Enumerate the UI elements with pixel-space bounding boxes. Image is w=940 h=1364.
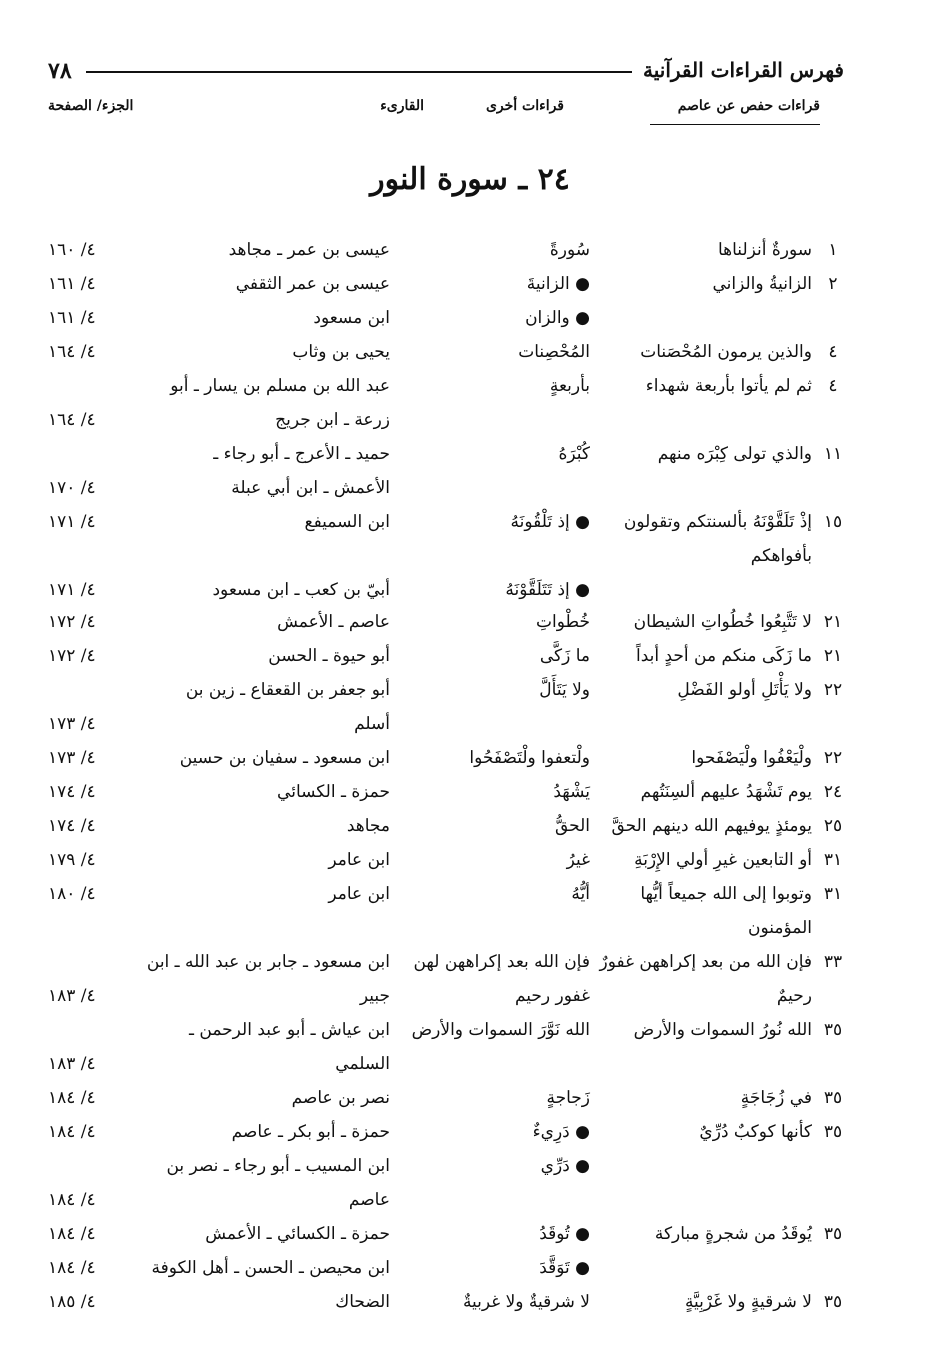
other-reading: أيُّهُ xyxy=(571,884,590,904)
other-reading: الحقُّ xyxy=(554,816,590,836)
other-reading: غفور رحيم xyxy=(514,986,590,1006)
other-reading: ولْتعفوا ولْتَصْفَحُوا xyxy=(469,748,590,768)
column-headers xyxy=(48,98,844,126)
other-reading: ● إذ تَتَلَقَّوْنَهُ xyxy=(505,580,590,600)
verse-number: ١ xyxy=(828,240,838,260)
reader-name: أبو حيوة ـ الحسن xyxy=(268,646,390,666)
hafs-reading: والذي تولى كِبْرَه منهم xyxy=(657,444,812,464)
hafs-reading: الله نُورُ السموات والأرض xyxy=(633,1020,812,1040)
verse-number: ٢٢ xyxy=(823,748,843,768)
reader-name: زرعة ـ ابن جريج xyxy=(275,410,390,430)
reader-name: مجاهد xyxy=(346,816,390,836)
reader-name: حميد ـ الأعرج ـ أبو رجاء ـ xyxy=(213,444,390,464)
other-reading: ● إذ تَلْقُونَهُ xyxy=(510,512,590,532)
running-head xyxy=(48,58,844,88)
hafs-reading: فإن الله من بعد إكراههن غفورٌ xyxy=(599,952,812,972)
surah-title: ٢٤ ـ سورة النور xyxy=(370,162,570,197)
header-rule xyxy=(86,71,632,73)
other-reading: لا شرقيةٌ ولا غربيةٌ xyxy=(462,1292,590,1312)
verse-number: ٤ xyxy=(828,376,838,396)
hafs-reading: ولا يَأْتَلِ أولو الفَضْلِ xyxy=(677,680,812,700)
verse-number: ٢١ xyxy=(823,646,843,666)
reader-name: أبو جعفر بن القعقاع ـ زين بن xyxy=(185,680,390,700)
verse-number: ٤ xyxy=(828,342,838,362)
reader-name: ابن المسيب ـ أبو رجاء ـ نصر بن xyxy=(166,1156,390,1176)
hafs-reading: يوم تَشْهَدُ عليهم ألسِنَتُهم xyxy=(640,782,812,802)
other-reading: خُطْواتِ xyxy=(536,612,590,632)
other-reading: ● دَرِّي xyxy=(540,1156,590,1176)
part-page-ref: ٤/ ١٧٢ xyxy=(48,646,96,666)
part-page-ref: ٤/ ١٨٣ xyxy=(48,1054,96,1074)
reader-name: حمزة ـ الكسائي ـ الأعمش xyxy=(205,1224,390,1244)
other-reading: غيرُ xyxy=(566,850,590,870)
verse-number: ٣٥ xyxy=(823,1020,843,1040)
reader-name: نصر بن عاصم xyxy=(291,1088,390,1108)
hafs-reading: الزانيةُ والزاني xyxy=(712,274,812,294)
other-reading: ما زَكَّى xyxy=(539,646,590,666)
other-reading: ● تُوقَدُ xyxy=(539,1224,590,1244)
other-reading: ● والزان xyxy=(525,308,590,328)
verse-number: ٣١ xyxy=(823,884,843,904)
hafs-reading: رحيمٌ xyxy=(776,986,812,1006)
hafs-reading: إذْ تَلَقَّوْنَهُ بألسنتكم وتقولون xyxy=(623,512,812,532)
verse-number: ١٥ xyxy=(823,512,843,532)
other-reading: فإن الله بعد إكراههن لهن xyxy=(413,952,590,972)
verse-number: ٢٢ xyxy=(823,680,843,700)
part-page-ref: ٤/ ١٨٥ xyxy=(48,1292,96,1312)
verse-number: ٣١ xyxy=(823,850,843,870)
other-reading: ولا يَتَأَلَّ xyxy=(539,680,590,700)
part-page-ref: ٤/ ١٦٤ xyxy=(48,410,96,430)
hafs-reading: بأفواهكم xyxy=(750,546,812,566)
hafs-reading: ولْيَعْفُوا ولْيَصْفَحوا xyxy=(691,748,812,768)
verse-number: ٢٥ xyxy=(823,816,843,836)
other-reading: يَشْهَدُ xyxy=(553,782,590,802)
hafs-reading: أو التابعين غيرِ أولي الإِرْبَةِ xyxy=(634,850,812,870)
column-header-other: قراءات أخرى xyxy=(485,98,564,114)
part-page-ref: ٤/ ١٧٤ xyxy=(48,816,96,836)
reader-name: عيسى بن عمر ـ مجاهد xyxy=(228,240,390,260)
part-page-ref: ٤/ ١٦١ xyxy=(48,274,96,294)
part-page-ref: ٤/ ١٨٤ xyxy=(48,1258,96,1278)
hafs-reading: لا شرقيةٍ ولا غَرْبِيَّةٍ xyxy=(684,1292,812,1312)
other-reading: ● الزانيةَ xyxy=(526,274,590,294)
part-page-ref: ٤/ ١٧٩ xyxy=(48,850,96,870)
reader-name: أبيّ بن كعب ـ ابن مسعود xyxy=(212,580,390,600)
reader-name: ابن عياش ـ أبو عبد الرحمن ـ xyxy=(189,1020,390,1040)
verse-number: ٣٥ xyxy=(823,1292,843,1312)
reader-name: الأعمش ـ ابن أبي عبلة xyxy=(231,478,390,498)
verse-number: ٣٥ xyxy=(823,1224,843,1244)
other-reading: المُحْصِنات xyxy=(518,342,590,362)
part-page-ref: ٤/ ١٧٠ xyxy=(48,478,96,498)
part-page-ref: ٤/ ١٧٣ xyxy=(48,748,96,768)
reader-name: ابن عامر xyxy=(328,850,390,870)
part-page-ref: ٤/ ١٦٤ xyxy=(48,342,96,362)
reader-name: حمزة ـ الكسائي xyxy=(277,782,390,802)
hafs-reading: كأنها كوكبٌ دُرِّيٌ xyxy=(699,1122,812,1142)
verse-number: ٢٤ xyxy=(823,782,843,802)
verse-number: ٢١ xyxy=(823,612,843,632)
part-page-ref: ٤/ ١٨٤ xyxy=(48,1224,96,1244)
hafs-reading: في زُجَاجَةٍ xyxy=(740,1088,812,1108)
other-reading: بأربعةٍ xyxy=(549,376,590,396)
hafs-reading: يومئذٍ يوفيهم الله دينهم الحقَّ xyxy=(611,816,812,836)
other-reading: سُورةً xyxy=(549,240,590,260)
other-reading: ● دَرِيءٌ xyxy=(532,1122,590,1142)
hafs-reading: سورةٌ أنزلناها xyxy=(717,240,812,260)
column-header-part-page: الجزء/ الصفحة xyxy=(48,98,134,114)
part-page-ref: ٤/ ١٧٤ xyxy=(48,782,96,802)
hafs-reading: والذين يرمون المُحْصَنات xyxy=(640,342,812,362)
verse-number: ٢ xyxy=(828,274,838,294)
reader-name: السلمي xyxy=(335,1054,390,1074)
page-number: ٧٨ xyxy=(48,58,72,84)
part-page-ref: ٤/ ١٨٠ xyxy=(48,884,96,904)
reader-name: يحيى بن وثاب xyxy=(292,342,390,362)
part-page-ref: ٤/ ١٧٢ xyxy=(48,612,96,632)
verse-number: ٣٥ xyxy=(823,1088,843,1108)
reader-name: أسلم xyxy=(354,714,390,734)
reader-name: ابن مسعود ـ جابر بن عبد الله ـ ابن xyxy=(146,952,390,972)
reader-name: عاصم ـ الأعمش xyxy=(277,612,390,632)
reader-name: ابن مسعود ـ سفيان بن حسين xyxy=(179,748,390,768)
part-page-ref: ٤/ ١٧١ xyxy=(48,580,96,600)
part-page-ref: ٤/ ١٨٣ xyxy=(48,986,96,1006)
verse-number: ٣٣ xyxy=(823,952,843,972)
reader-name: ابن السميفع xyxy=(304,512,390,532)
hafs-reading: ثم لم يأتوا بأربعة شهداء xyxy=(645,376,812,396)
hafs-reading: ما زَكَى منكم من أحدٍ أبداً xyxy=(635,646,812,666)
part-page-ref: ٤/ ١٨٤ xyxy=(48,1190,96,1210)
reader-name: عيسى بن عمر الثقفي xyxy=(235,274,390,294)
part-page-ref: ٤/ ١٦٠ xyxy=(48,240,96,260)
verse-number: ٣٥ xyxy=(823,1122,843,1142)
part-page-ref: ٤/ ١٧١ xyxy=(48,512,96,532)
reader-name: ابن مسعود xyxy=(313,308,390,328)
column-header-reader: القارىء xyxy=(380,98,424,114)
verse-number: ١١ xyxy=(823,444,843,464)
other-reading: ● تَوَقَّدَ xyxy=(539,1258,590,1278)
hafs-reading: المؤمنون xyxy=(747,918,812,938)
hafs-reading: لا تَتَّبِعُوا خُطُواتِ الشيطان xyxy=(633,612,812,632)
reader-name: عاصم xyxy=(348,1190,390,1210)
part-page-ref: ٤/ ١٧٣ xyxy=(48,714,96,734)
hafs-reading: يُوقَدُ من شجرةٍ مباركة xyxy=(654,1224,812,1244)
reader-name: الضحاك xyxy=(335,1292,390,1312)
hafs-reading: وتوبوا إلى الله جميعاً أيُّها xyxy=(640,884,812,904)
reader-name: حمزة ـ أبو بكر ـ عاصم xyxy=(231,1122,390,1142)
part-page-ref: ٤/ ١٨٤ xyxy=(48,1088,96,1108)
other-reading: كُبْرَهُ xyxy=(558,444,590,464)
reader-name: جبير xyxy=(359,986,390,1006)
reader-name: ابن عامر xyxy=(328,884,390,904)
column-header-rule xyxy=(650,124,820,125)
running-title: فهرس القراءات القرآنية xyxy=(643,58,844,82)
reader-name: عبد الله بن مسلم بن يسار ـ أبو xyxy=(170,376,390,396)
part-page-ref: ٤/ ١٨٤ xyxy=(48,1122,96,1142)
column-header-hafs: قراءات حفص عن عاصم xyxy=(677,98,820,114)
reader-name: ابن محيصن ـ الحسن ـ أهل الكوفة xyxy=(151,1258,390,1278)
other-reading: الله نَوَّرَ السموات والأرض xyxy=(411,1020,590,1040)
other-reading: زَجاجةٍ xyxy=(546,1088,590,1108)
part-page-ref: ٤/ ١٦١ xyxy=(48,308,96,328)
